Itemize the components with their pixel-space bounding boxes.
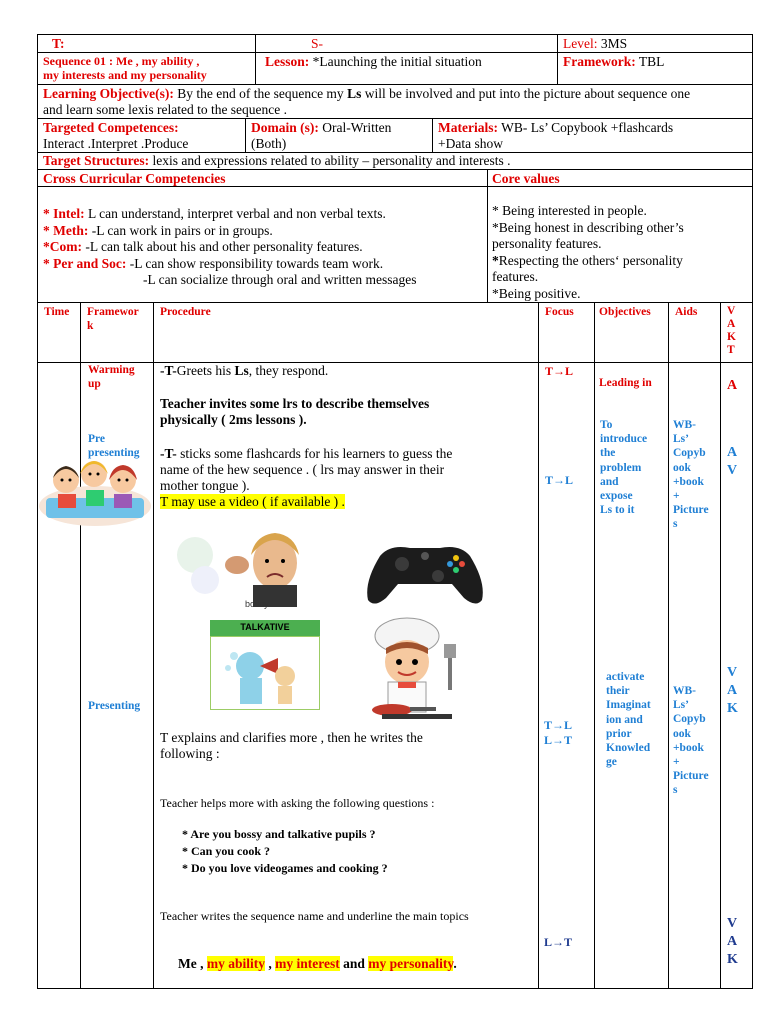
- objective-activate-line: Imaginat: [606, 699, 651, 712]
- video-note: T may use a video ( if available ) .: [160, 494, 345, 509]
- sticks-text: [160, 446, 535, 510]
- competences-label: Targeted Competences:: [43, 120, 179, 135]
- aids-line: +book: [673, 475, 704, 488]
- greet-t: -T-: [160, 363, 177, 378]
- col-framework-2: k: [87, 320, 94, 332]
- core-2a: *Being honest in describing other’s: [492, 219, 684, 235]
- question-2: * Can you cook ?: [182, 844, 271, 858]
- aids-line: s: [673, 518, 678, 531]
- question-3: * Do you love videogames and cooking ?: [182, 861, 388, 875]
- invites-text: [160, 396, 429, 428]
- focus-3a: T→L: [544, 718, 573, 732]
- objective-leading: Leading in: [599, 377, 652, 389]
- aids-line: WB-: [673, 685, 696, 697]
- vakt-3-line: K: [727, 701, 738, 716]
- sticks-t: -T-: [160, 446, 177, 461]
- domain: [251, 120, 391, 152]
- cross-title: Cross Curricular Competencies: [43, 171, 226, 186]
- objective-ls: Ls: [347, 86, 362, 101]
- explains-text: [160, 730, 423, 762]
- aids-line: ook: [673, 461, 691, 474]
- sequence-title: [43, 54, 207, 82]
- lesson: [265, 54, 482, 70]
- objective-activate-line: ge: [606, 756, 617, 769]
- topic-interest: my interest: [275, 956, 340, 971]
- learning-objective: [43, 86, 748, 118]
- core-4: *Being positive.: [492, 285, 581, 301]
- meth-text: -L can work in pairs or in groups.: [88, 222, 273, 238]
- level-label: Level:: [563, 36, 598, 51]
- stage-pre-2: presenting: [88, 447, 140, 459]
- competences-value: Interact .Interpret .Produce: [43, 136, 189, 151]
- objective-intro-line: expose: [600, 490, 633, 503]
- aids-line: +book: [673, 741, 704, 754]
- per-item: [43, 256, 483, 273]
- aids-line: +: [673, 756, 680, 769]
- materials: [438, 120, 673, 152]
- aids-line: Picture: [673, 504, 709, 517]
- col-focus: Focus: [545, 306, 574, 318]
- materials-label: Materials:: [438, 120, 498, 135]
- sticks-2: name of the hew sequence . ( lrs may answer in their: [160, 462, 445, 477]
- aids-2: [673, 684, 709, 798]
- col-vakt-v: V: [727, 305, 736, 317]
- com-text: -L can talk about his and other personality features.: [82, 239, 363, 254]
- com-label: *Com:: [43, 239, 82, 254]
- core-3: [492, 253, 747, 270]
- focus-3: [544, 718, 572, 748]
- structures-label: Target Structures:: [43, 153, 150, 168]
- objective-activate-line: prior: [606, 727, 632, 740]
- focus-2: T→L: [545, 473, 574, 487]
- materials-value: WB- Ls’ Copybook +flashcards: [497, 120, 674, 135]
- vakt-2b: V: [727, 463, 738, 478]
- core-3-text: Respecting the others‘ personality: [498, 252, 683, 268]
- target-structures: [43, 153, 511, 169]
- cross-list: [43, 206, 483, 289]
- objective-line-2: and learn some lexis related to the sequence .: [43, 102, 288, 117]
- core-values-title: Core values: [492, 171, 560, 186]
- sequence-line-1: Sequence 01 : Me , my ability ,: [43, 54, 200, 68]
- framework: [563, 54, 664, 70]
- aids-line: WB-: [673, 419, 696, 431]
- chef-picture: [352, 614, 482, 720]
- aids-line: Picture: [673, 770, 709, 783]
- topic-comma: ,: [265, 956, 276, 971]
- col-framework-1: Framewor: [87, 306, 139, 318]
- topic-personality: my personality: [368, 956, 454, 971]
- objective-intro-line: problem: [600, 461, 642, 474]
- vakt-2a: A: [727, 445, 738, 460]
- objective-activate-line: ion and: [606, 713, 643, 726]
- meth-item: [43, 223, 483, 240]
- explains-2: following :: [160, 746, 220, 761]
- domain-value: Oral-Written: [318, 120, 392, 135]
- aids-line: Copyb: [673, 447, 706, 460]
- meth-label: * Meth:: [43, 222, 89, 238]
- objective-activate-line: their: [606, 685, 630, 698]
- aids-line: +: [673, 490, 680, 503]
- writes-text: Teacher writes the sequence name and underline the main topics: [160, 909, 469, 923]
- invites-2: physically ( 2ms lessons ).: [160, 412, 307, 427]
- core-3-star: *: [492, 252, 499, 268]
- helps-text: Teacher helps more with asking the following questions :: [160, 796, 435, 810]
- objective-text: By the end of the sequence my: [173, 86, 348, 101]
- col-time: Time: [44, 306, 70, 318]
- vakt-4-line: V: [727, 916, 738, 931]
- school-label: S-: [311, 36, 324, 51]
- objective-intro-line: the: [600, 447, 616, 460]
- col-procedure: Procedure: [160, 306, 211, 318]
- invites-1: Teacher invites some lrs to describe themselves: [160, 396, 430, 411]
- stage-warming: [88, 363, 135, 391]
- question-1: * Are you bossy and talkative pupils ?: [182, 827, 376, 841]
- sequence-line-2: my interests and my personality: [43, 68, 207, 82]
- vakt-4-line: A: [727, 934, 738, 949]
- materials-value-2: +Data show: [438, 136, 503, 151]
- sequence-topics: [178, 956, 457, 972]
- vakt-4-line: K: [727, 952, 738, 967]
- objective-text-2: will be involved and put into the picture about sequence one: [361, 86, 691, 101]
- topic-me: Me ,: [178, 956, 207, 971]
- sticks-3: mother tongue ).: [160, 478, 250, 493]
- per-item-2: -L can socialize through oral and written messages: [143, 272, 417, 287]
- talkative-flashcard: [210, 620, 320, 710]
- per-label: * Per and Soc:: [43, 255, 127, 271]
- objective-intro-line: introduce: [600, 433, 648, 446]
- stage-pre-1: Pre: [88, 433, 106, 445]
- framework-label: Framework:: [563, 54, 636, 69]
- aids-line: Copyb: [673, 713, 706, 726]
- bossy-flashcard: [175, 525, 315, 615]
- vakt-3: [727, 664, 738, 718]
- kids-reading-picture: [36, 448, 154, 528]
- greet-text: Greets his: [176, 363, 235, 378]
- topic-ability: my ability: [206, 956, 265, 971]
- teacher-label: T:: [52, 36, 65, 51]
- lesson-value: *Launching the initial situation: [312, 54, 482, 69]
- greet-ls: Ls: [234, 363, 249, 378]
- domain-label: Domain (s):: [251, 120, 319, 135]
- level-value: 3MS: [600, 36, 628, 51]
- questions-list: [182, 826, 388, 877]
- col-aids: Aids: [675, 306, 698, 318]
- stage-presenting: Presenting: [88, 700, 141, 712]
- structures-value: lexis and expressions related to ability – personality and interests .: [149, 153, 511, 168]
- vakt-4: [727, 915, 738, 969]
- focus-1: T→L: [545, 364, 574, 378]
- vakt-2: [727, 444, 737, 480]
- col-objectives: Objectives: [599, 306, 651, 318]
- stage-warming-1: Warming: [88, 364, 135, 376]
- competences: [43, 120, 188, 152]
- lesson-label: Lesson:: [265, 54, 310, 69]
- aids-line: Ls’: [673, 699, 689, 712]
- objective-intro-line: Ls to it: [600, 504, 635, 517]
- objective-intro-line: To: [600, 419, 613, 431]
- col-vakt-a: A: [727, 318, 736, 330]
- intel-label: * Intel:: [43, 206, 85, 221]
- vakt-3-line: A: [727, 683, 738, 698]
- talkative-caption: TALKATIVE: [240, 622, 290, 632]
- vakt-1: A: [727, 378, 738, 393]
- vakt-3-line: V: [727, 665, 738, 680]
- bossy-caption: bossy: [245, 599, 269, 609]
- core-2b: personality features.: [492, 236, 602, 251]
- aids-line: s: [673, 784, 678, 797]
- focus-3b: L→T: [544, 733, 573, 747]
- greet-end: , they respond.: [248, 363, 329, 378]
- objective-intro: [600, 418, 647, 517]
- greet-line: [160, 363, 328, 379]
- col-vakt-k: K: [727, 331, 736, 343]
- objective-activate-line: activate: [606, 671, 645, 683]
- col-vakt-t: T: [727, 344, 735, 356]
- core-3c: features.: [492, 269, 539, 284]
- sticks-1: sticks some flashcards for his learners to guess the: [176, 446, 453, 461]
- objective-activate-line: Knowled: [606, 742, 651, 755]
- objective-intro-line: and: [600, 475, 619, 488]
- topic-and: and: [339, 956, 369, 971]
- aids-line: Ls’: [673, 433, 689, 446]
- topic-dot: .: [453, 956, 457, 971]
- explains-1: T explains and clarifies more , then he writes the: [160, 730, 423, 745]
- level: [563, 36, 627, 52]
- col-vakt: [727, 305, 736, 357]
- intel-text: L can understand, interpret verbal and non verbal texts.: [84, 206, 386, 221]
- col-framework: [87, 305, 139, 333]
- objective-activate: [606, 670, 651, 769]
- gamepad-picture: [360, 538, 490, 610]
- core-1: * Being interested in people.: [492, 203, 647, 218]
- objective-label: Learning Objective(s):: [43, 86, 174, 101]
- aids-1: [673, 418, 709, 532]
- core-values-list: [492, 203, 747, 302]
- framework-value: TBL: [638, 54, 665, 69]
- stage-warming-2: up: [88, 378, 101, 390]
- aids-line: ook: [673, 727, 691, 740]
- per-text: -L can show responsibility towards team work.: [126, 255, 384, 271]
- com-item: [43, 239, 483, 256]
- focus-4: L→T: [544, 935, 573, 949]
- domain-value-2: (Both): [251, 136, 287, 151]
- intel-item: [43, 206, 483, 223]
